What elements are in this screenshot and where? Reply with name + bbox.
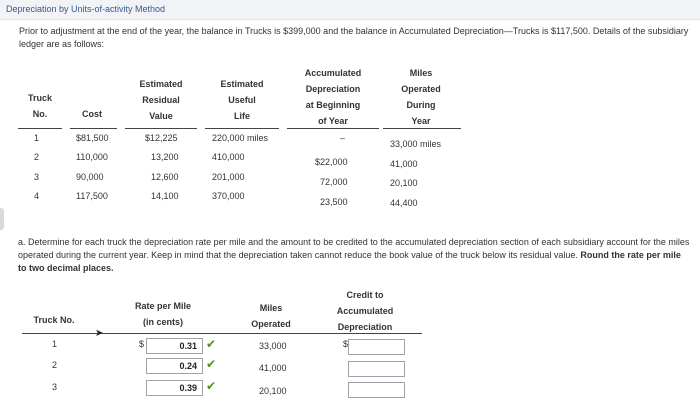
header-line: Operated [401, 84, 441, 94]
header-line: Cost [82, 109, 102, 119]
ledger-rule [383, 128, 461, 129]
answer-cell-no: 2 [52, 360, 58, 370]
page-header [0, 0, 700, 20]
credit-input-truck-3[interactable] [348, 382, 405, 398]
ledger-header-cost [72, 106, 112, 122]
ledger-rule [18, 128, 62, 129]
ledger-header-miles [386, 65, 456, 129]
rate-input-truck-2[interactable]: 0.24 [146, 358, 203, 374]
header-line: Estimated [220, 79, 264, 89]
cursor-arrow-icon: ➤ [95, 328, 104, 339]
left-scroll-marker [0, 208, 4, 230]
header-line: Depreciation [305, 84, 361, 94]
credit-input-truck-1[interactable] [348, 339, 405, 355]
header-line: Rate per Mile [134, 301, 192, 311]
ledger-cell-miles: 20,100 [390, 178, 418, 188]
answer-header-rate [123, 298, 203, 330]
correct-check-icon: ✔ [206, 337, 217, 351]
question-a-body: Determine for each truck the depreciation rate per mile and the amount to be credited to the accumulated depreciation section of each subsidiary account for the miles operated during the current year. Keep in mind that the depreciation taken cannot reduce the book value of the truck below its residual value. [18, 237, 690, 260]
answer-cell-no: 1 [52, 339, 58, 349]
ledger-cell-cost: 90,000 [76, 172, 104, 182]
ledger-cell-accum: $22,000 [315, 157, 348, 167]
ledger-header-useful-life [210, 76, 274, 124]
ledger-cell-cost: 110,000 [76, 152, 108, 162]
correct-check-icon: ✔ [206, 379, 217, 393]
ledger-cell-residual: 14,100 [151, 191, 179, 201]
header-line: Truck [27, 93, 52, 103]
ledger-cell-useful: 220,000 miles [212, 133, 269, 143]
answer-header-miles [240, 300, 302, 332]
ledger-cell-residual: 12,600 [151, 172, 179, 182]
page-title: Depreciation by Units-of-activity Method [6, 4, 166, 14]
answer-rule [22, 333, 422, 334]
question-a-rounding-note: Round the rate per mile to two decimal places. [18, 250, 681, 273]
credit-input-truck-2[interactable] [348, 361, 405, 377]
correct-check-icon: ✔ [206, 357, 217, 371]
answer-cell-miles: 33,000 [259, 341, 287, 351]
ledger-cell-no: 1 [34, 133, 40, 143]
ledger-cell-residual: $12,225 [145, 133, 178, 143]
ledger-cell-residual: 13,200 [151, 152, 179, 162]
ledger-rule [70, 128, 117, 129]
header-line: Residual [142, 95, 180, 105]
header-line: Miles [409, 68, 433, 78]
ledger-cell-useful: 410,000 [212, 152, 245, 162]
ledger-cell-cost: 117,500 [76, 191, 108, 201]
header-line: Credit to [346, 290, 384, 300]
header-line: (in cents) [142, 317, 183, 327]
answer-cell-no: 3 [52, 382, 58, 392]
header-line: Operated [251, 319, 291, 329]
header-line: During [406, 100, 436, 110]
ledger-header-residual [130, 76, 192, 124]
ledger-header-accumulated [294, 65, 372, 129]
ledger-cell-no: 4 [34, 191, 40, 201]
answer-cell-miles: 41,000 [259, 363, 287, 373]
answer-header-credit [328, 287, 402, 335]
ledger-header-truck-no [22, 90, 58, 122]
ledger-cell-useful: 201,000 [212, 172, 245, 182]
ledger-cell-accum: 23,500 [320, 197, 348, 207]
ledger-cell-no: 2 [34, 152, 40, 162]
question-a-prefix: a. [18, 237, 26, 247]
header-line: No. [32, 109, 48, 119]
question-a-text [18, 236, 690, 275]
ledger-cell-miles: 33,000 miles [390, 139, 442, 149]
header-line: Value [149, 111, 173, 121]
ledger-cell-cost: $81,500 [76, 133, 109, 143]
answer-cell-miles: 20,100 [259, 386, 287, 396]
header-line: of Year [318, 116, 348, 126]
header-line: Depreciation [337, 322, 393, 332]
header-line: Life [233, 111, 250, 121]
rate-input-truck-1[interactable]: 0.31 [146, 338, 203, 354]
ledger-cell-useful: 370,000 [212, 191, 245, 201]
header-line: Miles [259, 303, 283, 313]
header-line: Useful [228, 95, 256, 105]
header-line: Year [411, 116, 431, 126]
ledger-cell-miles: 44,400 [390, 198, 418, 208]
header-line: Accumulated [304, 68, 362, 78]
intro-text: Prior to adjustment at the end of the year, the balance in Trucks is $399,000 and the balance in Accumulated Depreciation—Trucks is $117,500. Details of the subsidiary ledger are as follows: [19, 26, 689, 49]
ledger-cell-no: 3 [34, 172, 40, 182]
rate-input-truck-3[interactable]: 0.39 [146, 380, 203, 396]
answer-header-truck-no [26, 312, 82, 328]
ledger-rule [205, 128, 279, 129]
ledger-cell-accum: 72,000 [320, 177, 348, 187]
header-line: Truck No. [33, 315, 75, 325]
ledger-rule [287, 128, 379, 129]
ledger-cell-accum: – [340, 133, 346, 143]
header-line: Estimated [139, 79, 183, 89]
header-line: Accumulated [336, 306, 394, 316]
ledger-rule [125, 128, 197, 129]
ledger-cell-miles: 41,000 [390, 159, 418, 169]
credit-prefix: $ [343, 339, 349, 349]
rate-prefix: $ [139, 339, 145, 349]
header-line: at Beginning [305, 100, 361, 110]
